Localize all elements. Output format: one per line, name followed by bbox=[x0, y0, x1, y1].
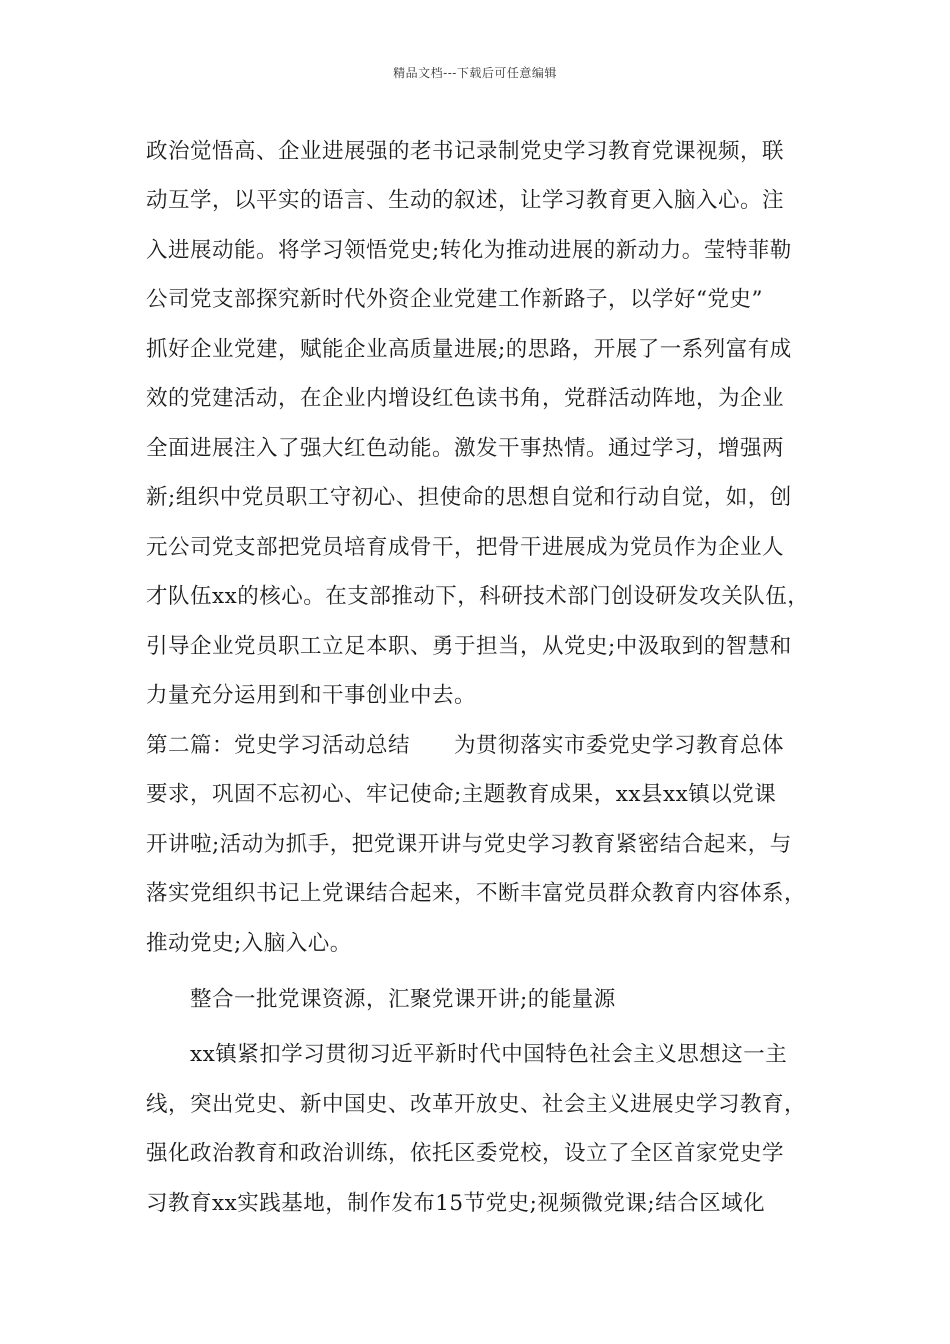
body-line: 动互学，以平实的语言、生动的叙述，让学习教育更入脑入心。注 bbox=[146, 188, 785, 213]
body-line: 元公司党支部把党员培育成骨干，把骨干进展成为党员作为企业人 bbox=[146, 535, 785, 560]
body-line: 力量充分运用到和干事创业中去。 bbox=[146, 683, 477, 708]
body-line: 要求，巩固不忘初心、牢记使命;主题教育成果，xx县xx镇以党课 bbox=[146, 782, 777, 807]
subheading-line: 整合一批党课资源，汇聚党课开讲;的能量源 bbox=[190, 987, 616, 1012]
body-line: 开讲啦;活动为抓手，把党课开讲与党史学习教育紧密结合起来，与 bbox=[146, 832, 792, 857]
body-line: 习教育xx实践基地，制作发布15节党史;视频微党课;结合区域化 bbox=[146, 1191, 766, 1216]
body-line: 全面进展注入了强大红色动能。激发干事热情。通过学习，增强两 bbox=[146, 436, 785, 461]
body-line: 强化政治教育和政治训练，依托区委党校，设立了全区首家党史学 bbox=[146, 1141, 785, 1166]
body-line: 效的党建活动，在企业内增设红色读书角，党群活动阵地，为企业 bbox=[146, 386, 785, 411]
body-line: 引导企业党员职工立足本职、勇于担当，从党史;中汲取到的智慧和 bbox=[146, 634, 792, 659]
body-line: 推动党史;入脑入心。 bbox=[146, 931, 352, 956]
body-line: 才队伍xx的核心。在支部推动下，科研技术部门创设研发攻关队伍， bbox=[146, 584, 810, 609]
body-line: 入进展动能。将学习领悟党史;转化为推动进展的新动力。莹特菲勒 bbox=[146, 238, 792, 263]
body-line: 抓好企业党建，赋能企业高质量进展;的思路，开展了一系列富有成 bbox=[146, 337, 792, 362]
body-line: 线，突出党史、新中国史、改革开放史、社会主义进展史学习教育， bbox=[146, 1092, 807, 1117]
body-line: xx镇紧扣学习贯彻习近平新时代中国特色社会主义思想这一主 bbox=[190, 1042, 788, 1067]
page-header: 精品文档---下载后可任意编辑 bbox=[393, 66, 557, 80]
section-heading-line: 第二篇：党史学习活动总结 为贯彻落实市委党史学习教育总体 bbox=[146, 733, 785, 758]
body-line: 公司党支部探究新时代外资企业党建工作新路子，以学好“党史” bbox=[146, 287, 763, 312]
body-line: 新;组织中党员职工守初心、担使命的思想自觉和行动自觉，如，创 bbox=[146, 485, 792, 510]
body-line: 政治觉悟高、企业进展强的老书记录制党史学习教育党课视频，联 bbox=[146, 139, 785, 164]
body-line: 落实党组织书记上党课结合起来，不断丰富党员群众教育内容体系， bbox=[146, 881, 807, 906]
